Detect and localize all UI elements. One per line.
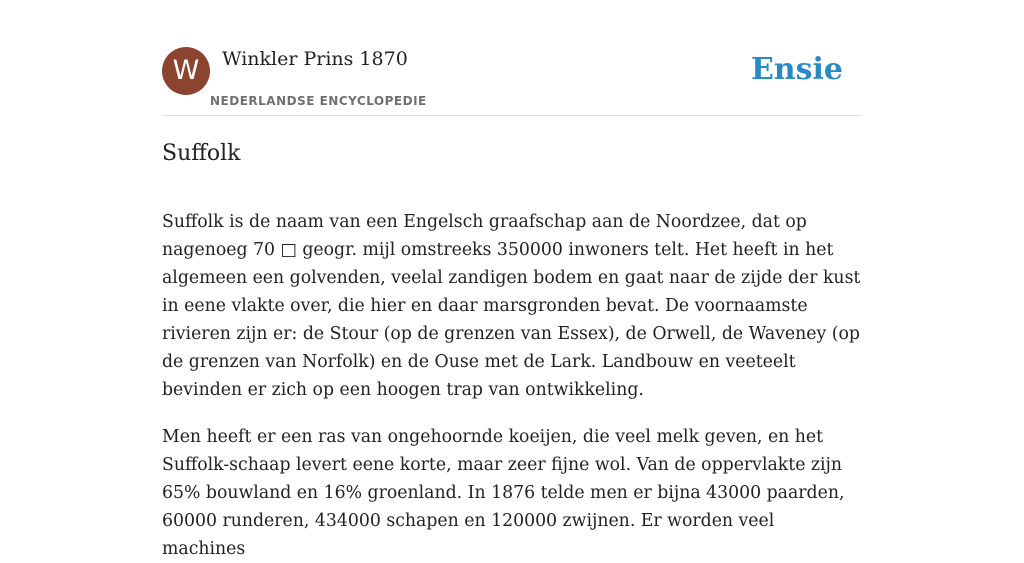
ensie-logo[interactable]: Ensie — [750, 52, 843, 87]
article-paragraph: Men heeft er een ras van ongehoornde koeijen, die veel melk geven, en het Suffolk-schaap levert eene korte, maar zeer fijne wol. Van de oppervlakte zijn 65% bouwland en 16% groenland. In 1876 telde men er bijna 43000 paarden, 60000 runderen, 434000 schapen en 120000 zwijnen. Er worden veel machines — [162, 427, 845, 559]
source-avatar[interactable]: W — [162, 47, 210, 95]
article-paragraph: Suffolk is de naam van een Engelsch graafschap aan de Noordzee, dat op nagenoeg 70 □ geogr. mijl omstreeks 350000 inwoners telt. Het heeft in het algemeen een golvenden, veelal zandigen bodem en gaat naar de zijde der kust in eene vlakte over, die hier en daar marsgronden bevat. De voornaamste rivieren zijn er: de Stour (op de grenzen van Essex), de Orwell, de Waveney (op de grenzen van Norfolk) en de Ouse met de Lark. Landbouw en veeteelt bevinden er zich op een hoogen trap van ontwikkeling. — [162, 212, 861, 400]
source-header — [162, 47, 862, 116]
article-title: Suffolk — [162, 141, 241, 166]
source-title-link[interactable]: Winkler Prins 1870 — [222, 48, 408, 70]
article — [162, 139, 862, 563]
source-subtitle: NEDERLANDSE ENCYCLOPEDIE — [210, 94, 427, 108]
